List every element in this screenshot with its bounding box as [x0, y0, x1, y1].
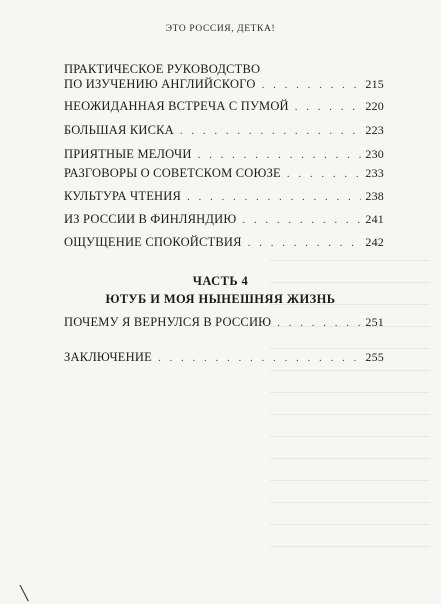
toc-entry-page: 215	[365, 77, 384, 91]
dot-leader	[187, 190, 361, 205]
toc-entry-page: 223	[365, 123, 384, 137]
toc-entry-page: 220	[365, 99, 384, 113]
toc-entry-title: БОЛЬШАЯ КИСКА	[64, 123, 174, 137]
part-title: ЮТУБ И МОЯ НЫНЕШНЯЯ ЖИЗНЬ	[105, 292, 336, 306]
part-label: ЧАСТЬ 4	[192, 274, 249, 288]
toc-entry[interactable]	[64, 62, 384, 93]
toc-entry-title: ОЩУЩЕНИЕ СПОКОЙСТВИЯ	[64, 235, 242, 249]
dot-leader	[198, 148, 362, 163]
toc-entry-title: ЗАКЛЮЧЕНИЕ	[64, 350, 152, 364]
toc-entry-title: НЕОЖИДАННАЯ ВСТРЕЧА С ПУМОЙ	[64, 99, 289, 113]
toc-entry-page: 241	[365, 212, 384, 226]
toc-entry-page: 251	[365, 315, 384, 329]
toc-entry-title: КУЛЬТУРА ЧТЕНИЯ	[64, 189, 182, 203]
toc-entry-title: ИЗ РОССИИ В ФИНЛЯНДИЮ	[64, 212, 237, 226]
toc-entry-conclusion[interactable]	[64, 350, 384, 366]
toc-entry[interactable]	[64, 99, 384, 115]
toc-entry[interactable]	[64, 189, 384, 205]
dot-leader	[262, 78, 362, 93]
toc-entry[interactable]	[64, 147, 384, 163]
toc-entry-title: РАЗГОВОРЫ О СОВЕТСКОМ СОЮЗЕ	[64, 166, 281, 180]
dot-leader	[242, 213, 361, 228]
toc-entry-page: 255	[365, 350, 384, 364]
dot-leader	[287, 167, 362, 182]
running-head: ЭТО РОССИЯ, ДЕТКА!	[165, 24, 276, 34]
toc-entry-title: ПО ИЗУЧЕНИЮ АНГЛИЙСКОГО	[64, 77, 256, 91]
toc-entry-title: ПРИЯТНЫЕ МЕЛОЧИ	[64, 147, 192, 161]
toc-entry-page: 242	[365, 235, 384, 249]
dot-leader	[158, 351, 361, 366]
toc-entry[interactable]	[64, 123, 384, 139]
toc-entry[interactable]	[64, 315, 384, 331]
toc-entry-title-line1: ПРАКТИЧЕСКОЕ РУКОВОДСТВО	[64, 62, 261, 76]
dot-leader	[277, 316, 361, 331]
corner-mark: ╲	[20, 587, 29, 602]
dot-leader	[295, 100, 362, 115]
toc-entry-page: 230	[365, 147, 384, 161]
toc-entry-title: ПОЧЕМУ Я ВЕРНУЛСЯ В РОССИЮ	[64, 315, 272, 329]
toc-entry[interactable]	[64, 235, 384, 251]
dot-leader	[248, 236, 362, 251]
toc-entry-page: 238	[365, 189, 384, 203]
toc-entry-page: 233	[365, 166, 384, 180]
dot-leader	[180, 124, 361, 139]
toc-entry[interactable]	[64, 166, 384, 182]
toc-entry[interactable]	[64, 212, 384, 228]
